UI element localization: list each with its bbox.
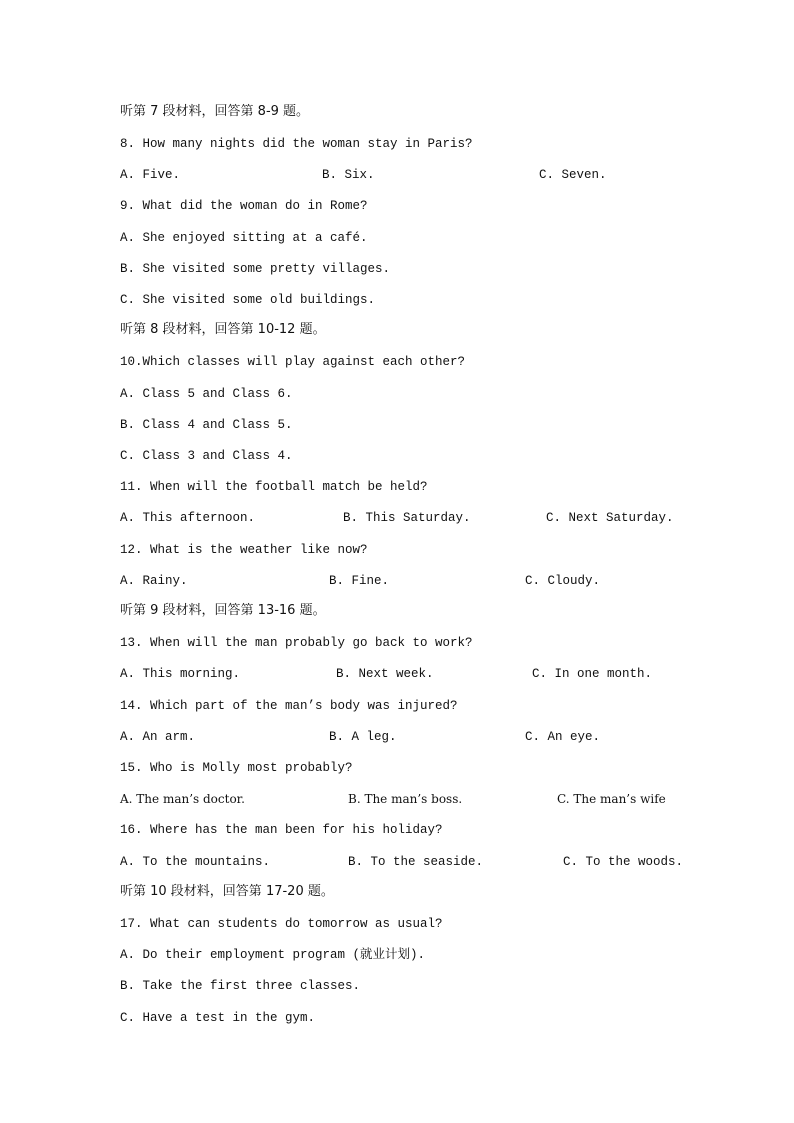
option-b: B. A leg. xyxy=(329,730,397,744)
option-a: A. Rainy. xyxy=(120,574,188,588)
option-b: B. This Saturday. xyxy=(343,511,471,525)
option-a: A. The man’s doctor. xyxy=(120,792,245,806)
question-stem: 8. How many nights did the woman stay in Paris? xyxy=(120,137,473,151)
section-heading: 听第 10 段材料，回答第 17-20 题。 xyxy=(120,884,334,899)
question-stem: 14. Which part of the man’s body was injured? xyxy=(120,699,458,713)
option-c: C. In one month. xyxy=(532,667,653,681)
option-c: C. An eye. xyxy=(525,730,601,744)
option-a: A. This morning. xyxy=(120,667,241,681)
option-a: A. This afternoon. xyxy=(120,511,256,525)
option-c: C. Have a test in the gym. xyxy=(120,1011,316,1025)
option-a: A. Class 5 and Class 6. xyxy=(120,387,293,401)
option-a: A. To the mountains. xyxy=(120,855,271,869)
question-stem: 10.Which classes will play against each other? xyxy=(120,355,466,369)
option-c: C. Class 3 and Class 4. xyxy=(120,449,293,463)
question-stem: 17. What can students do tomorrow as usual? xyxy=(120,917,443,931)
question-stem: 12. What is the weather like now? xyxy=(120,543,368,557)
option-a: A. Do their employment program (就业计划). xyxy=(120,948,426,962)
option-c: C. The man’s wife xyxy=(557,792,666,806)
option-b: B. Take the first three classes. xyxy=(120,979,361,993)
section-heading: 听第 8 段材料，回答第 10-12 题。 xyxy=(120,322,326,337)
question-stem: 15. Who is Molly most probably? xyxy=(120,761,353,775)
option-c: C. She visited some old buildings. xyxy=(120,293,376,307)
option-b: B. The man’s boss. xyxy=(348,792,463,806)
section-heading: 听第 9 段材料，回答第 13-16 题。 xyxy=(120,603,326,618)
option-b: B. She visited some pretty villages. xyxy=(120,262,391,276)
option-a: A. An arm. xyxy=(120,730,196,744)
option-b: B. To the seaside. xyxy=(348,855,484,869)
option-c: C. Next Saturday. xyxy=(546,511,674,525)
option-c: C. Seven. xyxy=(539,168,607,182)
section-heading: 听第 7 段材料，回答第 8-9 题。 xyxy=(120,104,310,119)
option-b: B. Next week. xyxy=(336,667,434,681)
option-b: B. Class 4 and Class 5. xyxy=(120,418,293,432)
question-stem: 13. When will the man probably go back to work? xyxy=(120,636,473,650)
option-c: C. Cloudy. xyxy=(525,574,601,588)
option-b: B. Six. xyxy=(322,168,375,182)
option-b: B. Fine. xyxy=(329,574,390,588)
question-stem: 11. When will the football match be held? xyxy=(120,480,428,494)
question-stem: 16. Where has the man been for his holiday? xyxy=(120,823,443,837)
option-a: A. She enjoyed sitting at a café. xyxy=(120,231,368,245)
option-c: C. To the woods. xyxy=(563,855,684,869)
question-stem: 9. What did the woman do in Rome? xyxy=(120,199,368,213)
option-a: A. Five. xyxy=(120,168,181,182)
